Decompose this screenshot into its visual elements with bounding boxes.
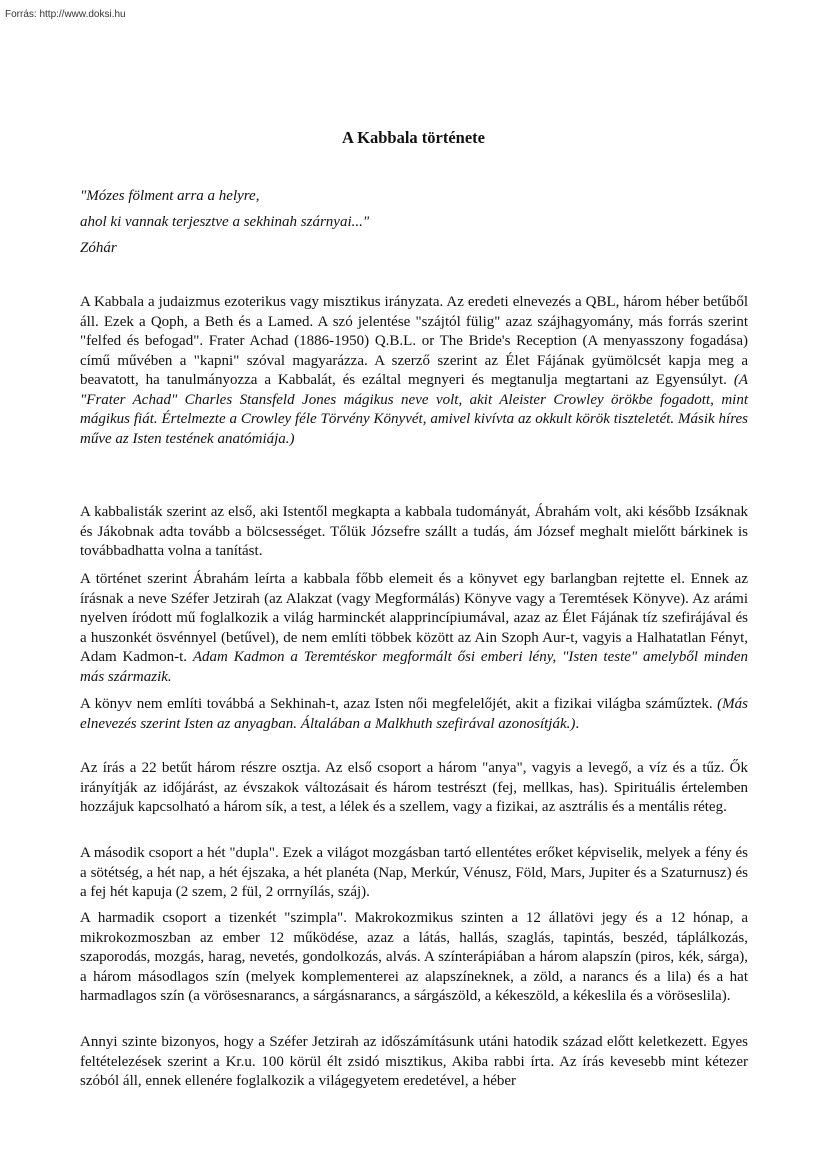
paragraph-text: A kabbalisták szerint az első, aki Istentől megkapta a kabbala tudományát, Ábrahám volt, aki később Izsáknak és Jákobnak adta tovább a bölcsességet. Tőlük Józsefre szállt a tudás, ám József meghalt mielőtt bárkinek is továbbadhatta volna a tanítást. — [80, 504, 748, 559]
paragraph-text: A történet szerint Ábrahám leírta a kabbala főbb elemeit és a könyvet egy barlangban rejtette el. Ennek az írásnak a neve Széfer Jetzirah (az Alakzat (vagy Megformálás) Könyve vagy a Teremtések Könyve). Az arámi nyelven íródott mű foglalkozik a világ harminckét alapprincípiumával, azaz az Élet Fájának tíz szefirájával és a huszonkét ösvénnyel (betűvel), de nem említi többek között az Ain Szoph Aur-t, vagyis a Halhatatlan Fényt, Adam Kadmon-t. — [80, 571, 748, 665]
paragraph-text: A harmadik csoport a tizenkét "szimpla". Makrokozmikus szinten a 12 állatövi jegy és a 12 hónap, a mikrokozmoszban az ember 12 működése, azaz a látás, hallás, szaglás, tapintás, beszéd, táplálkozás, szaporodás, mozgás, harag, nevetés, gondolkozás, alvás. A színterápiában a három alapszín (piros, kék, sárga), a három másodlagos szín (melyek komplementerei az alapszíneknek, a zöld, a narancs és a lila) és a hat harmadlagos szín (a vörösesnarancs, a sárgásnarancs, a sárgászöld, a kékeszöld, a kékeslila és a vöröseslila). — [80, 910, 748, 1004]
paragraph-text: A Kabbala a judaizmus ezoterikus vagy misztikus irányzata. Az eredeti elnevezés a QBL, három héber betűből áll. Ezek a Qoph, a Beth és a Lamed. A szó jelentése "szájtól fülig" azaz szájhagyomány, más forrás szerint "felfed és befogad". Frater Achad (1886-1950) Q.B.L. or The Bride's Reception (A menyasszony fogadása) című művében a "kapni" szóval magyarázza. A szerző szerint az Élet Fájának gyümölcsét kapja meg a beavatott, ha tanulmányozza a Kabbalát, és ezáltal megnyeri és megtanulja megtartani az Egyensúlyt. — [80, 294, 748, 388]
paragraph-history — [80, 570, 748, 687]
epigraph — [80, 183, 369, 261]
epigraph-attribution: Zóhár — [80, 240, 117, 256]
paragraph-tail: . — [575, 715, 580, 732]
paragraph-italic-note: (Más elnevezés szerint Isten az anyagban. Általában a Malkhuth szefirával azonosítják.) — [80, 696, 748, 732]
paragraph-text: A könyv nem említi továbbá a Sekhinah-t, azaz Isten női megfelelőjét, akit a fizikai világba száműztek. — [80, 696, 718, 712]
paragraph-text: A második csoport a hét "dupla". Ezek a világot mozgásban tartó ellentétes erőket képviselik, melyek a fény és a sötétség, a hét nap, a hét éjszaka, a hét planéta (Nap, Merkúr, Vénusz, Föld, Mars, Jupiter és a Szaturnusz) és a fej hét kapuja (2 szem, 2 fül, 2 orrnyílás, száj). — [80, 845, 748, 900]
paragraph-text: Az írás a 22 betűt három részre osztja. Az első csoport a három "anya", vagyis a levegő, a víz és a tűz. Ők irányítják az időjárást, az évszakok változásait és három testrészt (fej, mellkas, has). Spirituális értelemben hozzájuk kapcsolható a három sík, a test, a lélek és a szellem, vagy a fizikai, az asztrális és a mentális réteg. — [80, 760, 748, 815]
paragraph-doubles — [80, 844, 748, 903]
paragraph-simples — [80, 909, 748, 1007]
source-label: Forrás: http://www.doksi.hu — [5, 9, 126, 20]
paragraph-kabbalists — [80, 503, 748, 562]
paragraph-letters — [80, 759, 748, 818]
paragraph-origin — [80, 1033, 748, 1092]
epigraph-line: "Mózes fölment arra a helyre, — [80, 188, 260, 204]
page-title: A Kabbala története — [342, 128, 485, 147]
epigraph-line: ahol ki vannak terjesztve a sekhinah szárnyai..." — [80, 214, 370, 230]
paragraph-italic-note: Adam Kadmon a Teremtéskor megformált ősi emberi lény, "Isten teste" amelyből minden más származik. — [80, 649, 748, 685]
paragraph-sekhinah — [80, 695, 748, 734]
paragraph-italic-note: (A "Frater Achad" Charles Stansfeld Jones mágikus neve volt, akit Aleister Crowley örökbe fogadott, mint mágikus fiát. Értelmezte a Crowley féle Törvény Könyvét, amivel kivívta az okkult körök tiszteletét. Másik híres műve az Isten testének anatómiája.) — [80, 372, 748, 447]
paragraph-text: Annyi szinte bizonyos, hogy a Széfer Jetzirah az időszámításunk utáni hatodik század előtt keletkezett. Egyes feltételezések szerint a Kr.u. 100 körül élt zsidó misztikus, Akiba rabbi írta. Az írás kevesebb mint kétezer szóból áll, ennek ellenére foglalkozik a világegyetem eredetével, a héber — [80, 1034, 748, 1089]
paragraph-intro — [80, 293, 748, 449]
